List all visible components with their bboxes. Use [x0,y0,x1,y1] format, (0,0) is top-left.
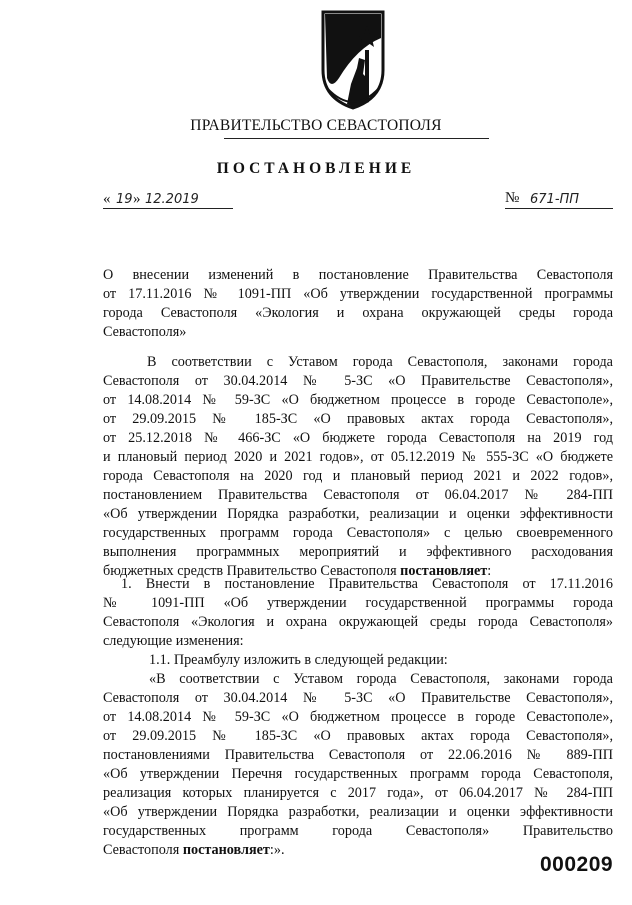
preamble-line: В соответствии с Уставом города Севастополя, законами города [147,354,613,370]
document-subject [103,266,613,342]
item-1-line: Севастополя «Экология и охрана окружающей среды города Севастополя» [103,614,613,630]
quoted-line: «Об утверждении Перечня государственных программ города Севастополя, [103,766,613,782]
preamble-colon: : [487,563,492,579]
header-rule [224,138,489,139]
item-1-line: № 1091-ПП «Об утверждении государственной программы города [103,595,613,611]
quoted-line: Севастополя от 30.04.2014 № 5-ЗС «О Правительстве Севастополя», [103,690,613,706]
quoted-line: «В соответствии с Уставом города Севастополя, законами города [149,671,613,687]
preamble-line: города Севастополя на 2020 год и плановый период 2021 и 2022 годов», [103,468,613,484]
number-sign: № [505,190,520,206]
subject-line: О внесении изменений в постановление Правительства Севастополя [103,267,613,283]
preamble-line: от 29.09.2015 № 185-ЗС «О правовых актах города Севастополя», [103,411,613,427]
government-name: ПРАВИТЕЛЬСТВО СЕВАСТОПОЛЯ [190,117,442,134]
subject-line: от 17.11.2016 № 1091-ПП «Об утверждении государственной программы [103,286,613,302]
quoted-resolves-keyword: постановляет [182,842,270,858]
document-number-handwritten: 671-ПП [530,192,580,207]
preamble-line: и плановый период 2020 и 2021 годов», от 05.12.2019 № 555-ЗС «О бюджете [103,449,613,465]
preamble-line: постановлением Правительства Севастополя от 06.04.2017 № 284-ПП [103,487,613,503]
preamble-line: от 25.12.2018 № 466-ЗС «О бюджете города Севастополя на 2019 год [103,430,613,446]
preamble-line: «Об утверждении Порядка разработки, реализации и оценки эффективности [103,506,613,522]
date-open-quote: « [103,191,111,207]
quoted-line: «Об утверждении Порядка разработки, реализации и оценки эффективности [103,804,613,820]
preamble-line: выполнения программных мероприятий и эффективного расходования [103,544,613,560]
item-1-1-heading: 1.1. Преамбулу изложить в следующей редакции: [149,652,448,668]
subject-line: Севастополя» [103,324,187,340]
date-day-handwritten: 19 [116,192,133,207]
preamble-line: от 14.08.2014 № 59-ЗС «О бюджетном процессе в городе Севастополе», [103,392,613,408]
date-close-quote: » [133,191,141,207]
preamble-last-text: бюджетных средств Правительство Севастополя [103,563,401,579]
subject-line: города Севастополя «Экология и охрана окружающей среды города [103,305,613,321]
quoted-line: от 29.09.2015 № 185-ЗС «О правовых актах города Севастополя», [103,728,613,744]
item-1-line: следующие изменения: [103,633,244,649]
resolves-keyword: постановляет [400,563,488,579]
quoted-line: государственных программ города Севастополя» Правительство [103,823,613,839]
quoted-line: реализация которых планируется с 2017 года», от 06.04.2017 № 284-ПП [103,785,613,801]
item-1-paragraph [103,575,613,670]
quoted-line: от 14.08.2014 № 59-ЗС «О бюджетном процессе в городе Севастополе», [103,709,613,725]
quoted-line: постановлениями Правительства Севастополя от 22.06.2016 № 889-ПП [103,747,613,763]
quoted-last-line [103,841,613,860]
preamble-line: государственных программ города Севастополя» с целью своевременного [103,525,613,541]
serial-number-stamp: 000209 [540,853,614,876]
quoted-preamble-paragraph [103,670,613,860]
coat-of-arms-emblem [317,8,389,112]
item-1-line: 1. Внести в постановление Правительства Севастополя от 17.11.2016 [121,576,613,592]
preamble-line: Севастополя от 30.04.2014 № 5-ЗС «О Правительстве Севастополя», [103,373,613,389]
date-month-year-handwritten: 12.2019 [145,192,199,207]
preamble-paragraph [103,353,613,581]
quoted-ending: :». [269,842,285,858]
document-type: ПОСТАНОВЛЕНИЕ [216,160,416,177]
quoted-last-text: Севастополя [103,842,183,858]
